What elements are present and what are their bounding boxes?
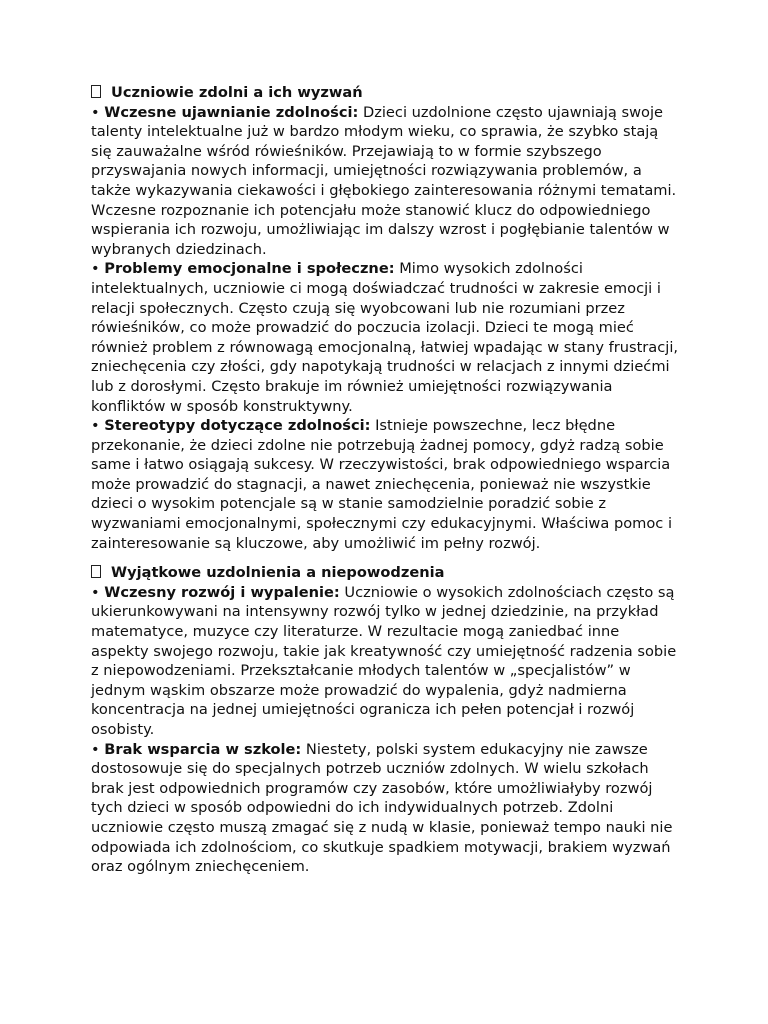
item-title: Stereotypy dotyczące zdolności: bbox=[104, 417, 371, 435]
section-heading-text: Wyjątkowe uzdolnienia a niepowodzenia bbox=[111, 564, 445, 582]
bullet: • bbox=[91, 103, 100, 121]
item-title: Wczesne ujawnianie zdolności: bbox=[104, 103, 359, 121]
list-item-lack-of-school-support bbox=[91, 740, 681, 877]
bullet: • bbox=[91, 417, 100, 435]
section-gifted-students-challenges bbox=[91, 83, 681, 553]
item-text: Istnieje powszechne, lecz błędne przekonanie, że dzieci zdolne nie potrzebują żadnej pomocy, gdyż radzą sobie same i łatwo osiągają sukcesy. W rzeczywistości, brak odpowiedniego wsparcia może prowadzić do stagnacji, a nawet zniechęcenia, ponieważ nie wszystkie dzieci o wysokim potencjale są w stanie samodzielnie poradzić sobie z wyzwaniami emocjonalnymi, społecznymi czy edukacyjnymi. Właściwa pomoc i zainteresowanie są kluczowe, aby umożliwić im pełny rozwój. bbox=[91, 417, 672, 552]
bullet: • bbox=[91, 740, 100, 758]
list-item-emotional-social-problems bbox=[91, 259, 681, 416]
list-item-early-development-burnout bbox=[91, 583, 681, 740]
item-text: Niestety, polski system edukacyjny nie zawsze dostosowuje się do specjalnych potrzeb uczniów zdolnych. W wielu szkołach brak jest odpowiednich programów czy zasobów, które umożliwiałyby rozwój tych dzieci w sposób odpowiedni do ich indywidualnych potrzeb. Zdolni uczniowie często muszą zmagać się z nudą w klasie, ponieważ tempo nauki nie odpowiada ich zdolnościom, co skutkuje spadkiem motywacji, brakiem wyzwań oraz ogólnym zniechęceniem. bbox=[91, 740, 673, 876]
section-heading-text: Uczniowie zdolni a ich wyzwań bbox=[111, 84, 363, 101]
list-item-early-disclosure bbox=[91, 103, 681, 260]
item-text: Dzieci uzdolnione często ujawniają swoje talenty intelektualne już w bardzo młodym wieku, co sprawia, że szybko stają się zauważalne wśród rówieśników. Przejawiają to w formie szybszego przyswajania nowych informacji, umiejętności rozwiązywania problemów, a także wykazywania ciekawości i głębokiego zainteresowania różnymi tematami. Wczesne rozpoznanie ich potencjału może stanowić klucz do odpowiedniego wspierania ich rozwoju, umożliwiając im dalszy wzrost i pogłębianie talentów w wybranych dziedzinach. bbox=[91, 103, 677, 258]
document-page bbox=[91, 83, 681, 877]
bullet: • bbox=[91, 260, 100, 278]
section-heading bbox=[91, 83, 681, 103]
item-text: Mimo wysokich zdolności intelektualnych, uczniowie ci mogą doświadczać trudności w zakresie emocji i relacji społecznych. Często czują się wyobcowani lub nie rozumiani przez rówieśników, co może prowadzić do poczucia izolacji. Dzieci te mogą mieć również problem z równowagą emocjonalną, łatwiej wpadając w stany frustracji, zniechęcenia czy złości, gdy napotykają trudności w relacjach z innymi dziećmi lub z dorosłymi. Często brakuje im również umiejętności rozwiązywania konfliktów w sposób konstruktywny. bbox=[91, 260, 679, 415]
item-title: Wczesny rozwój i wypalenie: bbox=[104, 583, 340, 601]
missing-glyph-icon bbox=[91, 565, 101, 578]
bullet: • bbox=[91, 583, 100, 601]
section-exceptional-talents-failures bbox=[91, 563, 681, 877]
item-text: Uczniowie o wysokich zdolnościach często są ukierunkowywani na intensywny rozwój tylko w jednej dziedzinie, na przykład matematyce, muzyce czy literaturze. W rezultacie mogą zaniedbać inne aspekty swojego rozwoju, takie jak kreatywność czy umiejętność radzenia sobie z niepowodzeniami. Przekształcanie młodych talentów w „specjalistów” w jednym wąskim obszarze może prowadzić do wypalenia, gdyż nadmierna koncentracja na jednej umiejętności ogranicza ich pełen potencjał i rozwój osobisty. bbox=[91, 583, 677, 738]
item-title: Brak wsparcia w szkole: bbox=[104, 740, 302, 758]
item-title: Problemy emocjonalne i społeczne: bbox=[104, 260, 395, 278]
list-item-stereotypes bbox=[91, 416, 681, 553]
missing-glyph-icon bbox=[91, 85, 101, 98]
section-heading bbox=[91, 563, 681, 583]
